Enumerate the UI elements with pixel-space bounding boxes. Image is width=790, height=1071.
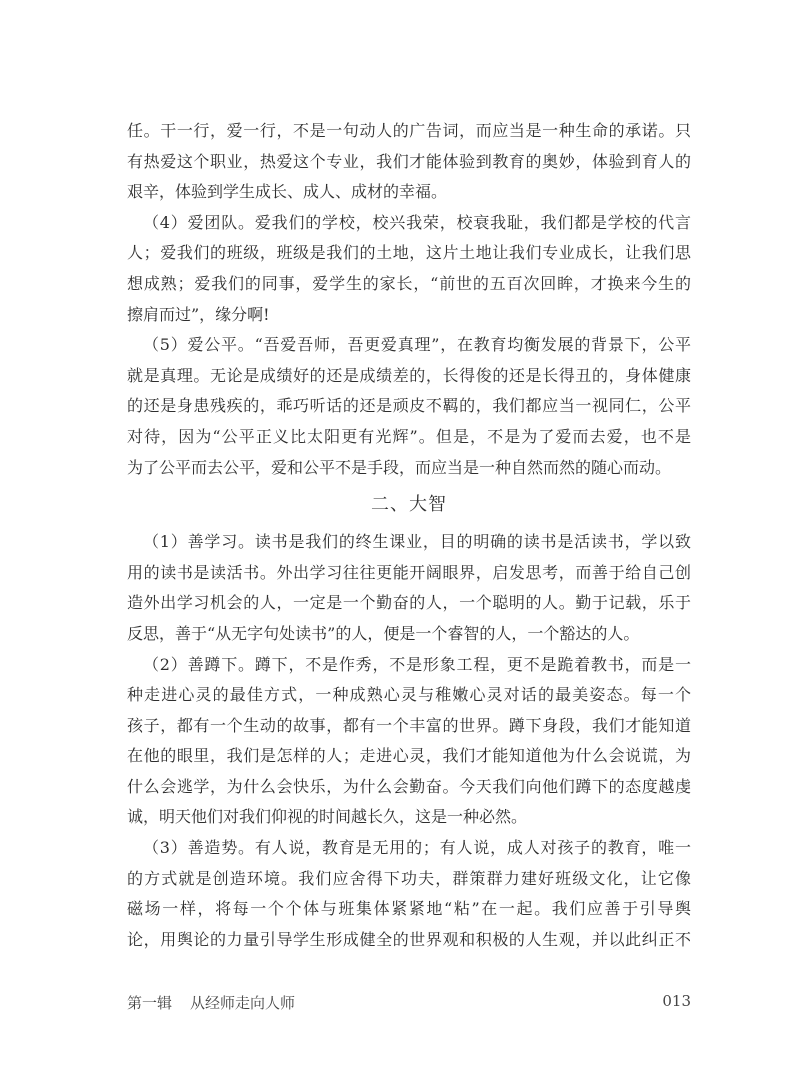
page-number: 013 <box>662 992 691 1010</box>
paragraph <box>127 116 691 208</box>
paragraph <box>127 527 691 649</box>
text-line: 用的读书是读活书。外出学习往往更能开阔眼界，启发思考，而善于给自己创 <box>127 562 691 582</box>
paragraph <box>127 330 691 483</box>
text-line: 对待，因为“公平正义比太阳更有光辉”。但是，不是为了爱而去爱，也不是 <box>127 426 691 446</box>
text-line: （4）爱团队。爱我们的学校，校兴我荣，校衰我耻，我们都是学校的代言 <box>143 212 691 232</box>
text-line: 磁场一样，将每一个个体与班集体紧紧地“粘”在一起。我们应善于引导舆 <box>127 899 691 919</box>
text-line: 论，用舆论的力量引导学生形成健全的世界观和积极的人生观，并以此纠正不 <box>127 929 691 949</box>
paragraph <box>127 650 691 834</box>
text-line: 造外出学习机会的人，一定是一个勤奋的人，一个聪明的人。勤于记载，乐于 <box>127 593 691 613</box>
paragraph <box>127 208 691 330</box>
body-text <box>127 116 691 955</box>
text-line: 擦肩而过”，缘分啊! <box>127 304 270 324</box>
text-line: 什么会逃学，为什么会快乐，为什么会勤奋。今天我们向他们蹲下的态度越虔 <box>127 776 691 796</box>
running-footer-chapter <box>127 992 295 1013</box>
text-line: 诚，明天他们对我们仰视的时间越长久，这是一种必然。 <box>127 807 528 827</box>
text-line: （5）爱公平。“吾爱吾师，吾更爱真理”，在教育均衡发展的背景下，公平 <box>143 335 691 355</box>
footer-volume: 第一辑 <box>127 994 173 1012</box>
text-line: 人；爱我们的班级，班级是我们的土地，这片土地让我们专业成长，让我们思 <box>127 243 691 263</box>
text-line: 为了公平而去公平，爱和公平不是手段，而应当是一种自然而然的随心而动。 <box>127 457 672 477</box>
section-heading: 二、大智 <box>371 494 447 516</box>
footer-section: 从经师走向人师 <box>190 994 296 1012</box>
text-line: （3）善造势。有人说，教育是无用的；有人说，成人对孩子的教育，唯一 <box>143 838 691 858</box>
text-line: 就是真理。无论是成绩好的还是成绩差的，长得俊的还是长得丑的，身体健康 <box>127 365 691 385</box>
page-footer <box>127 992 691 1013</box>
text-line: （1）善学习。读书是我们的终生课业，目的明确的读书是活读书，学以致 <box>143 532 691 552</box>
text-line: 想成熟；爱我们的同事，爱学生的家长，“前世的五百次回眸，才换来今生的 <box>127 273 691 293</box>
text-line: （2）善蹲下。蹲下，不是作秀，不是形象工程，更不是跪着教书，而是一 <box>143 654 691 674</box>
text-line: 反思，善于“从无字句处读书”的人，便是一个睿智的人，一个豁达的人。 <box>127 623 640 643</box>
text-line: 有热爱这个职业，热爱这个专业，我们才能体验到教育的奥妙，体验到育人的 <box>127 151 691 171</box>
paragraph <box>127 833 691 955</box>
text-line: 的方式就是创造环境。我们应舍得下功夫，群策群力建好班级文化，让它像 <box>127 868 691 888</box>
text-line: 孩子，都有一个生动的故事，都有一个丰富的世界。蹲下身段，我们才能知道 <box>127 715 691 735</box>
text-line: 艰辛，体验到学生成长、成人、成材的幸福。 <box>127 182 448 202</box>
text-line: 任。干一行，爱一行，不是一句动人的广告词，而应当是一种生命的承诺。只 <box>127 121 691 140</box>
text-line: 种走进心灵的最佳方式，一种成熟心灵与稚嫩心灵对话的最美姿态。每一个 <box>127 685 691 705</box>
text-line: 的还是身患残疾的，乖巧听话的还是顽皮不羁的，我们都应当一视同仁，公平 <box>127 396 691 416</box>
text-line: 在他的眼里，我们是怎样的人；走进心灵，我们才能知道他为什么会说谎，为 <box>127 746 691 766</box>
